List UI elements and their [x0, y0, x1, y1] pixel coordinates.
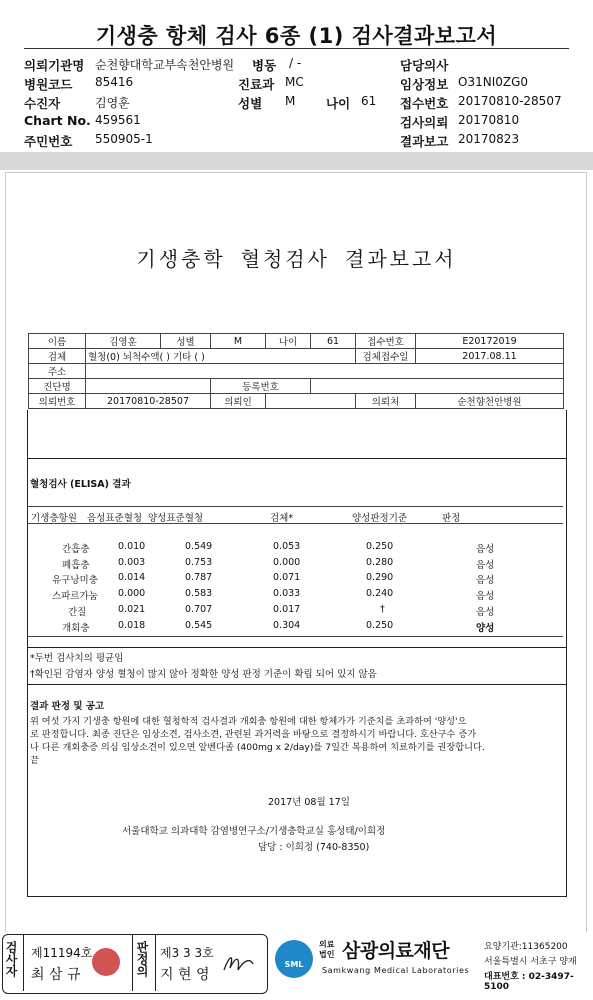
row-sample: 0.017 [273, 604, 301, 615]
id-value: 550905-1 [95, 132, 153, 146]
hospital-code-value: 85416 [95, 75, 134, 89]
info-address-label: 주소 [29, 364, 86, 379]
foundation-english: Samkwang Medical Laboratories [322, 966, 470, 975]
institution-value: 순천향대학교부속천안병원 [95, 58, 235, 72]
row-neg: 0.010 [118, 541, 146, 552]
info-requester-label: 의뢰인 [211, 394, 266, 409]
row-result: 음성 [476, 575, 495, 586]
row-sample: 0.000 [273, 557, 301, 568]
id-label: 주민번호 [24, 134, 73, 149]
header-row-5 [0, 132, 593, 150]
hospital-code-label: 병원코드 [24, 77, 73, 92]
institution-phone: 대표번호 : 02-3497-5100 [484, 972, 574, 992]
info-name-label: 이름 [29, 334, 86, 349]
foundation-prefix: 의료법인 [319, 940, 335, 959]
age-value: 61 [361, 94, 377, 108]
col-neg: 음성표준혈청 [87, 513, 143, 524]
opinion-line-4: 끝 [30, 755, 39, 766]
results-rule-header [28, 523, 563, 524]
row-neg: 0.018 [118, 620, 146, 631]
row-antigen: 유구낭미충 [52, 575, 98, 586]
row-neg: 0.021 [118, 604, 146, 615]
row-cutoff: 0.250 [366, 620, 394, 631]
ward-label: 병동 [252, 58, 277, 73]
chart-label: Chart No. [24, 113, 91, 128]
opinion-line-3: 나 다른 개회충증 의심 임상소견이 있으면 알벤다졸 (400mg x 2/day)를 7일간 복용하여 치료하기를 권장합니다. [30, 742, 485, 753]
footer [0, 932, 593, 1000]
foundation-name: 삼광의료재단 [342, 940, 450, 962]
reviewer-license: 제3 3 3호 [160, 946, 214, 960]
inspector-name: 최 삼 규 [31, 967, 81, 983]
header-separator-band [0, 152, 593, 170]
info-diagnosis-value [86, 379, 211, 394]
footnote-average: *두번 검사치의 평균임 [30, 653, 124, 664]
row-sample: 0.304 [273, 620, 301, 631]
row-sample: 0.033 [273, 588, 301, 599]
row-result: 음성 [476, 607, 495, 618]
row-cutoff: 0.250 [366, 541, 394, 552]
header-row-4 [0, 113, 593, 131]
row-antigen: 폐흡충 [62, 560, 90, 571]
row-antigen: 간질 [68, 607, 87, 618]
info-request-no-label: 의뢰번호 [29, 394, 86, 409]
info-reg-value [311, 379, 564, 394]
row-result-positive: 양성 [476, 623, 495, 634]
row-antigen: 간흡충 [62, 544, 90, 555]
institution-code: 요양기관:11365200 [484, 942, 568, 952]
inspector-label-cell [3, 935, 24, 991]
contact-line: 담당 : 이희정 (740-8350) [258, 842, 370, 853]
row-antigen: 개회충 [62, 623, 90, 634]
info-name-value: 김영훈 [86, 334, 161, 349]
row-neg: 0.000 [118, 588, 146, 599]
info-request-place-label: 의뢰처 [356, 394, 416, 409]
sex-label: 성별 [238, 96, 263, 111]
header-row-3 [0, 94, 593, 112]
inspector-license: 제11194호 [31, 946, 93, 960]
row-result: 음성 [476, 544, 495, 555]
report-date: 2017년 08월 17일 [268, 797, 350, 808]
row-sample: 0.071 [273, 572, 301, 583]
request-value: 20170810 [458, 113, 520, 127]
inspector-label: 검사자 [4, 941, 18, 977]
col-result: 판정 [442, 513, 461, 524]
row-neg: 0.003 [118, 557, 146, 568]
report-date-value: 20170823 [458, 132, 520, 146]
info-requester-value [266, 394, 356, 409]
info-receipt-value: E20172019 [416, 334, 564, 349]
info-collected-label: 검체접수일 [356, 349, 416, 364]
sex-value: M [285, 94, 296, 108]
sml-logo-icon [275, 940, 313, 978]
info-age-label: 나이 [266, 334, 311, 349]
row-pos: 0.787 [185, 572, 213, 583]
info-age-value: 61 [311, 334, 356, 349]
results-rule-top [28, 506, 563, 507]
info-request-no-value: 20170810-28507 [86, 394, 211, 409]
info-receipt-label: 접수번호 [356, 334, 416, 349]
request-label: 검사의뢰 [400, 115, 449, 130]
info-collected-value: 2017.08.11 [416, 349, 564, 364]
col-pos: 양성표준혈청 [148, 513, 204, 524]
scanned-report-title: 기생충학 혈청검사 결과보고서 [136, 247, 457, 271]
reviewer-name: 지 현 영 [160, 967, 210, 983]
row-antigen: 스파르가눔 [52, 591, 98, 602]
report-date-label: 결과보고 [400, 134, 449, 149]
row-pos: 0.753 [185, 557, 213, 568]
row-cutoff: 0.280 [366, 557, 394, 568]
report-title: 기생충 항체 검사 6종 (1) 검사결과보고서 [95, 24, 498, 48]
header-row-2 [0, 75, 593, 93]
doctor-label: 담당의사 [400, 58, 449, 73]
signatories: 서울대학교 의과대학 감염병연구소/기생충학교실 홍성태/이희정 [122, 826, 386, 837]
row-result: 음성 [476, 560, 495, 571]
row-cutoff: 0.290 [366, 572, 394, 583]
info-reg-label: 등록번호 [211, 379, 311, 394]
dept-value: MC [285, 75, 304, 89]
opinion-title: 결과 판정 및 공고 [30, 701, 105, 712]
info-diagnosis-label: 진단명 [29, 379, 86, 394]
info-specimen-value: 혈청(0) 뇌척수액( ) 기타 ( ) [86, 349, 356, 364]
title-divider [24, 48, 569, 49]
row-cutoff: † [380, 604, 385, 615]
info-specimen-label: 검체 [29, 349, 86, 364]
receipt-no-label: 접수번호 [400, 96, 449, 111]
results-rule-bottom [28, 636, 563, 637]
row-sample: 0.053 [273, 541, 301, 552]
age-label: 나이 [326, 96, 351, 111]
blank-box [27, 410, 567, 459]
ward-value: / - [289, 56, 302, 70]
info-sex-label: 성별 [161, 334, 211, 349]
row-result: 음성 [476, 591, 495, 602]
reviewer-label: 판정의 [135, 941, 149, 977]
header-row-1 [0, 56, 593, 74]
patient-label: 수진자 [24, 96, 61, 111]
sml-logo-text: SML [284, 960, 304, 969]
info-address-value [86, 364, 564, 379]
receipt-no-value: 20170810-28507 [458, 94, 562, 108]
row-neg: 0.014 [118, 572, 146, 583]
info-request-place-value: 순천향천안병원 [416, 394, 564, 409]
reviewer-label-cell [132, 935, 156, 991]
info-sex-value: M [211, 334, 266, 349]
clinical-value: O31NI0ZG0 [458, 75, 529, 89]
institution-label: 의뢰기관명 [24, 58, 85, 73]
row-pos: 0.549 [185, 541, 213, 552]
footnote-cutoff: †확인된 감염자 양성 혈청이 많지 않아 정확한 양성 판정 기준이 확립 되어 있지 않음 [30, 669, 377, 680]
col-sample: 검체* [270, 513, 294, 524]
row-pos: 0.583 [185, 588, 213, 599]
row-pos: 0.707 [185, 604, 213, 615]
row-cutoff: 0.240 [366, 588, 394, 599]
patient-info-table [28, 333, 564, 409]
dept-label: 진료과 [238, 77, 275, 92]
patient-value: 김영훈 [95, 96, 130, 110]
col-cutoff: 양성판정기준 [352, 513, 408, 524]
row-pos: 0.545 [185, 620, 213, 631]
col-antigen: 기생충항원 [31, 513, 77, 524]
institution-address: 서울특별시 서초구 양재 [484, 957, 577, 967]
clinical-label: 임상정보 [400, 77, 449, 92]
opinion-line-2: 로 판정합니다. 최종 진단은 임상소견, 검사소견, 관련된 과거력을 바탕으로 결정하시기 바랍니다. 호산구수 증가 [30, 729, 477, 740]
chart-value: 459561 [95, 113, 141, 127]
opinion-line-1: 위 여섯 가지 기생충 항원에 대한 혈청학적 검사결과 개회충 항원에 대한 항체가가 기준치를 초과하여 '양성'으 [30, 716, 467, 727]
inspector-seal [92, 948, 120, 976]
reviewer-signature [220, 950, 256, 978]
section-title: 혈청검사 (ELISA) 결과 [30, 479, 131, 490]
